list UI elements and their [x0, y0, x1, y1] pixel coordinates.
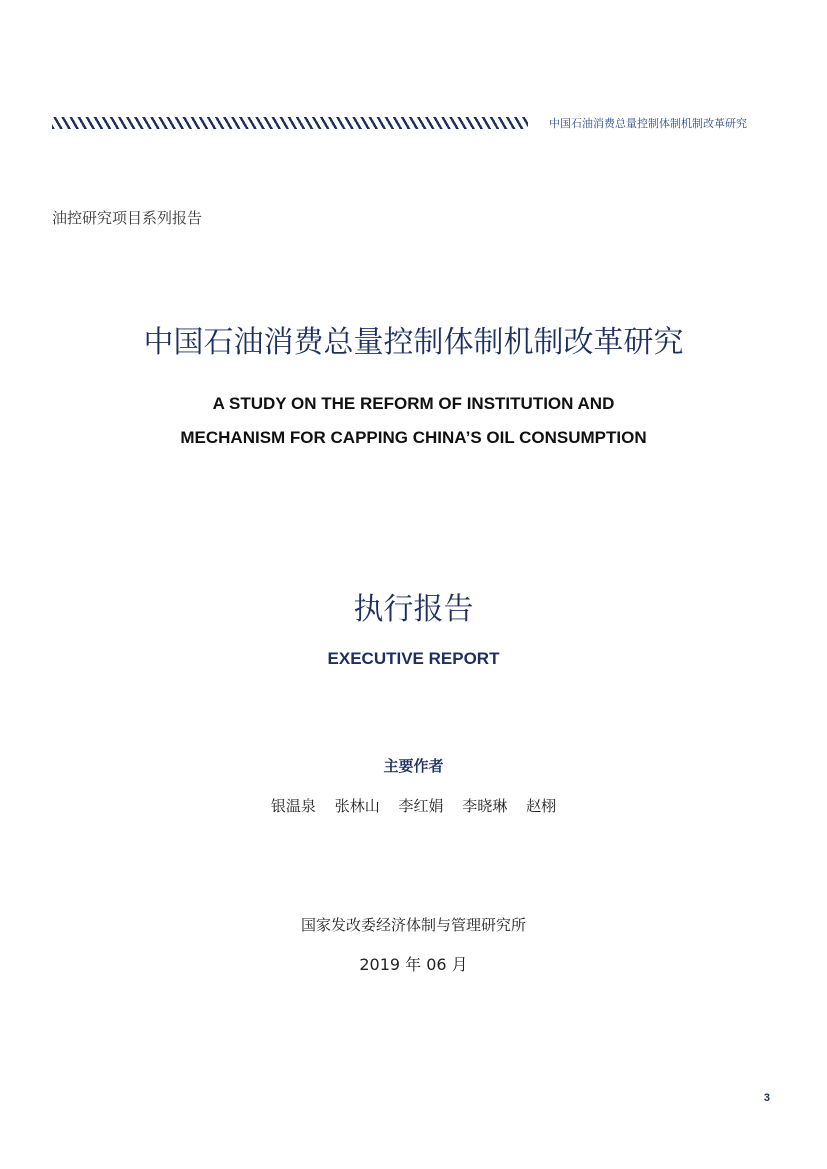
publication-date: 2019 年 06 月	[359, 955, 468, 974]
page-number: 3	[763, 1092, 770, 1104]
author-name: 赵栩	[526, 797, 557, 815]
series-label: 油控研究项目系列报告	[52, 209, 203, 227]
authors-label: 主要作者	[383, 757, 444, 775]
author-list	[0, 795, 827, 817]
author-name: 张林山	[334, 797, 380, 815]
title-english	[0, 387, 827, 455]
author-name: 李晓琳	[462, 797, 508, 815]
author-name: 李红娟	[398, 797, 444, 815]
report-type-english: EXECUTIVE REPORT	[327, 649, 500, 668]
title-english-line-2: MECHANISM FOR CAPPING CHINA’S OIL CONSUMPTION	[180, 428, 647, 447]
institution-name: 国家发改委经济体制与管理研究所	[300, 916, 526, 934]
author-name: 银温泉	[270, 797, 316, 815]
title-chinese: 中国石油消费总量控制体制机制改革研究	[143, 325, 684, 360]
header-hatch-band	[52, 117, 528, 129]
report-type-chinese: 执行报告	[353, 592, 474, 627]
title-english-line-1: A STUDY ON THE REFORM OF INSTITUTION AND	[212, 394, 615, 413]
running-header-title: 中国石油消费总量控制体制机制改革研究	[549, 117, 747, 130]
